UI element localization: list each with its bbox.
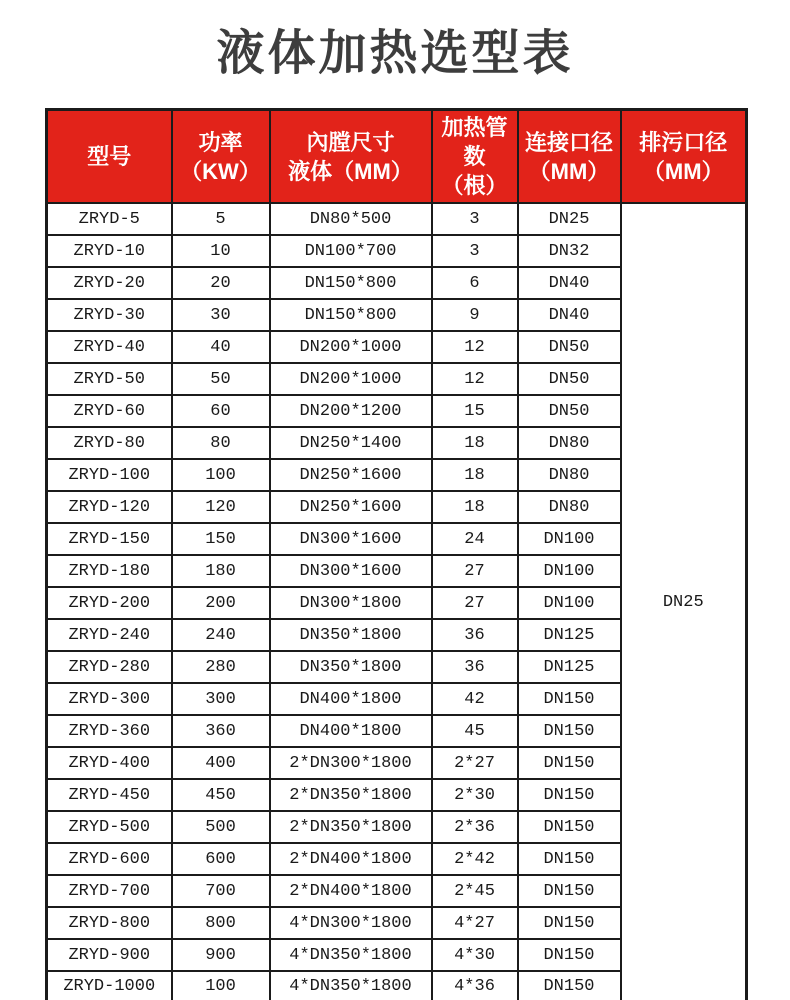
table-cell: DN300*1600: [270, 523, 432, 555]
table-body: [47, 203, 747, 1000]
table-cell: ZRYD-500: [47, 811, 172, 843]
table-cell: ZRYD-280: [47, 651, 172, 683]
table-cell: 2*27: [432, 747, 518, 779]
table-cell: 4*27: [432, 907, 518, 939]
table-cell: 30: [172, 299, 270, 331]
table-cell: ZRYD-240: [47, 619, 172, 651]
table-cell: 600: [172, 843, 270, 875]
column-header-label: 內膛尺寸: [306, 129, 395, 155]
table-cell: DN125: [518, 619, 621, 651]
table-cell: 300: [172, 683, 270, 715]
column-header-tube-count: [432, 110, 518, 204]
table-cell: 4*DN350*1800: [270, 971, 432, 1000]
column-header-unit: （MM）: [528, 158, 610, 184]
page-title: 液体加热选型表: [216, 27, 574, 80]
drain-diameter-merged-cell: DN25: [621, 203, 747, 1000]
table-cell: DN150: [518, 843, 621, 875]
table-cell: 200: [172, 587, 270, 619]
table-cell: DN50: [518, 331, 621, 363]
table-cell: DN300*1800: [270, 587, 432, 619]
table-cell: 10: [172, 235, 270, 267]
table-cell: 4*DN350*1800: [270, 939, 432, 971]
table-cell: DN100: [518, 587, 621, 619]
table-cell: 4*30: [432, 939, 518, 971]
table-cell: 27: [432, 587, 518, 619]
column-header-unit: （KW）: [180, 158, 261, 184]
table-cell: 2*DN350*1800: [270, 779, 432, 811]
column-header-label: 型号: [87, 144, 132, 170]
column-header-label: 加热管数: [441, 115, 508, 170]
table-cell: 50: [172, 363, 270, 395]
table-cell: 2*DN400*1800: [270, 843, 432, 875]
table-cell: DN50: [518, 395, 621, 427]
table-cell: 12: [432, 331, 518, 363]
table-cell: ZRYD-700: [47, 875, 172, 907]
table-cell: 500: [172, 811, 270, 843]
table-cell: DN40: [518, 299, 621, 331]
table-cell: 5: [172, 203, 270, 235]
table-cell: DN250*1400: [270, 427, 432, 459]
table-cell: DN400*1800: [270, 715, 432, 747]
column-header-chamber-size: [270, 110, 432, 204]
table-cell: 2*DN350*1800: [270, 811, 432, 843]
table-cell: ZRYD-50: [47, 363, 172, 395]
table-cell: ZRYD-20: [47, 267, 172, 299]
table-cell: 4*36: [432, 971, 518, 1000]
table-cell: DN150: [518, 907, 621, 939]
table-cell: 100: [172, 971, 270, 1000]
table-cell: 18: [432, 427, 518, 459]
table-cell: ZRYD-800: [47, 907, 172, 939]
table-cell: DN80*500: [270, 203, 432, 235]
table-cell: 40: [172, 331, 270, 363]
table-cell: 2*DN300*1800: [270, 747, 432, 779]
table-cell: DN25: [518, 203, 621, 235]
table-cell: 45: [432, 715, 518, 747]
header-row: [47, 110, 747, 204]
table-cell: ZRYD-30: [47, 299, 172, 331]
table-cell: DN100: [518, 555, 621, 587]
table-cell: DN350*1800: [270, 619, 432, 651]
table-cell: 180: [172, 555, 270, 587]
table-cell: DN250*1600: [270, 491, 432, 523]
table-cell: DN150: [518, 811, 621, 843]
table-cell: 2*45: [432, 875, 518, 907]
table-cell: DN50: [518, 363, 621, 395]
table-cell: 4*DN300*1800: [270, 907, 432, 939]
table-cell: 20: [172, 267, 270, 299]
table-cell: DN400*1800: [270, 683, 432, 715]
table-cell: 27: [432, 555, 518, 587]
table-cell: 6: [432, 267, 518, 299]
table-cell: ZRYD-10: [47, 235, 172, 267]
table-cell: ZRYD-300: [47, 683, 172, 715]
table-cell: 2*42: [432, 843, 518, 875]
table-cell: DN200*1200: [270, 395, 432, 427]
table-cell: 700: [172, 875, 270, 907]
table-cell: 360: [172, 715, 270, 747]
table-cell: DN150*800: [270, 299, 432, 331]
table-cell: 100: [172, 459, 270, 491]
table-cell: 60: [172, 395, 270, 427]
column-header-unit: （根）: [441, 173, 508, 199]
table-cell: 9: [432, 299, 518, 331]
table-cell: ZRYD-80: [47, 427, 172, 459]
column-header-power: [172, 110, 270, 204]
table-cell: 18: [432, 459, 518, 491]
table-cell: 24: [432, 523, 518, 555]
table-cell: DN80: [518, 491, 621, 523]
table-cell: DN40: [518, 267, 621, 299]
table-cell: DN150: [518, 875, 621, 907]
table-cell: 15: [432, 395, 518, 427]
table-cell: ZRYD-360: [47, 715, 172, 747]
table-cell: 150: [172, 523, 270, 555]
table-cell: 12: [432, 363, 518, 395]
table-cell: 36: [432, 619, 518, 651]
table-cell: 400: [172, 747, 270, 779]
table-cell: 800: [172, 907, 270, 939]
table-cell: DN125: [518, 651, 621, 683]
table-cell: ZRYD-1000: [47, 971, 172, 1000]
table-cell: 3: [432, 203, 518, 235]
table-cell: ZRYD-200: [47, 587, 172, 619]
table-cell: DN350*1800: [270, 651, 432, 683]
table-cell: 120: [172, 491, 270, 523]
table-cell: ZRYD-60: [47, 395, 172, 427]
table-cell: DN100*700: [270, 235, 432, 267]
table-cell: DN80: [518, 427, 621, 459]
table-cell: ZRYD-450: [47, 779, 172, 811]
table-row: [47, 203, 747, 235]
column-header-unit: （MM）: [642, 158, 724, 184]
table-cell: 280: [172, 651, 270, 683]
table-cell: DN150: [518, 747, 621, 779]
table-cell: 42: [432, 683, 518, 715]
table-cell: ZRYD-400: [47, 747, 172, 779]
table-cell: ZRYD-100: [47, 459, 172, 491]
table-cell: 2*30: [432, 779, 518, 811]
table-cell: 900: [172, 939, 270, 971]
column-header-connection-diameter: [518, 110, 621, 204]
table-cell: DN150: [518, 779, 621, 811]
table-cell: DN150*800: [270, 267, 432, 299]
table-cell: DN80: [518, 459, 621, 491]
table-cell: DN200*1000: [270, 363, 432, 395]
table-cell: 80: [172, 427, 270, 459]
table-cell: ZRYD-900: [47, 939, 172, 971]
table-cell: 36: [432, 651, 518, 683]
table-cell: ZRYD-40: [47, 331, 172, 363]
table-cell: DN150: [518, 715, 621, 747]
column-header-label: 连接口径: [524, 129, 613, 155]
table-cell: 2*36: [432, 811, 518, 843]
table-cell: 3: [432, 235, 518, 267]
column-header-label: 功率: [198, 129, 243, 155]
table-cell: 450: [172, 779, 270, 811]
table-cell: DN100: [518, 523, 621, 555]
table-cell: ZRYD-180: [47, 555, 172, 587]
table-cell: 18: [432, 491, 518, 523]
table-cell: DN300*1600: [270, 555, 432, 587]
column-header-label: 排污口径: [639, 129, 728, 155]
table-cell: DN250*1600: [270, 459, 432, 491]
table-cell: 240: [172, 619, 270, 651]
table-cell: DN150: [518, 683, 621, 715]
table-cell: ZRYD-150: [47, 523, 172, 555]
column-header-unit: 液体（MM）: [288, 158, 413, 184]
table-cell: DN150: [518, 971, 621, 1000]
table-cell: ZRYD-600: [47, 843, 172, 875]
table-cell: ZRYD-5: [47, 203, 172, 235]
spec-table: [45, 108, 748, 1000]
column-header-model: [47, 110, 172, 204]
table-cell: DN150: [518, 939, 621, 971]
column-header-drain-diameter: [621, 110, 747, 204]
table-cell: DN32: [518, 235, 621, 267]
table-cell: DN200*1000: [270, 331, 432, 363]
table-cell: ZRYD-120: [47, 491, 172, 523]
table-cell: 2*DN400*1800: [270, 875, 432, 907]
